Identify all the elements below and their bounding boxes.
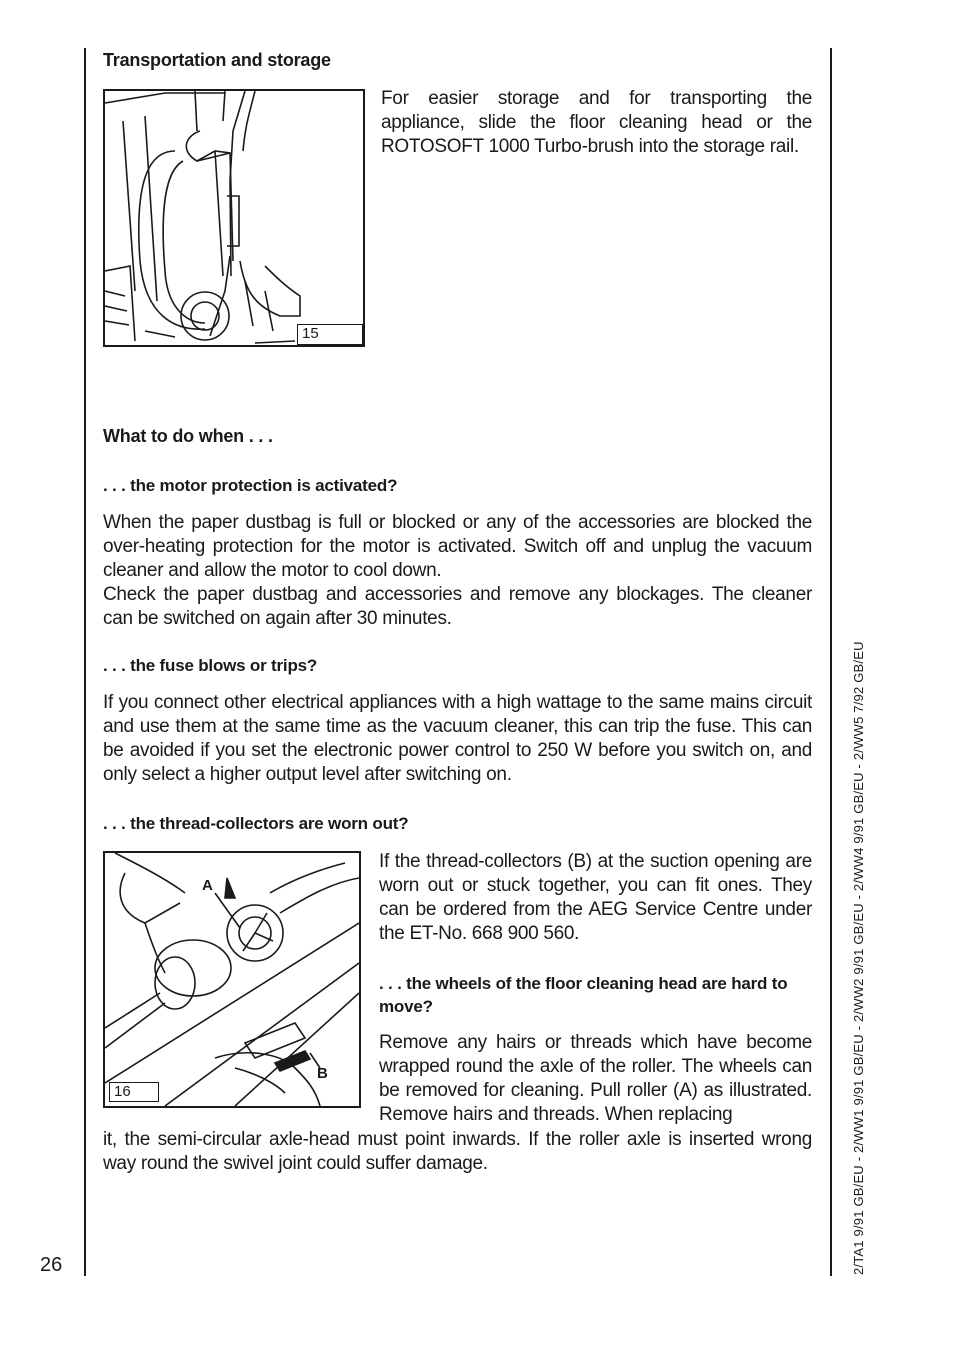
fuse-paragraph: If you connect other electrical appliances with a high wattage to the same mains circuit and use them at the same time as the vacuum cleaner, this can trip the fuse. This can be avoided if you set the electronic power control to 250 W before you switch on, and only select a higher output level after switching on. [103, 692, 812, 785]
left-margin-rule [84, 48, 86, 1276]
thread-collectors-paragraph: If the thread-collectors (B) at the suction opening are worn out or stuck together, you can fit ones. They can be ordered from the AEG Service Centre under the ET-No. 668 900 560. [379, 851, 812, 944]
figure-number-16: 16 [109, 1082, 159, 1102]
label-a: A [202, 877, 213, 894]
motor-protection-heading: . . . the motor protection is activated? [103, 476, 398, 495]
page-number: 26 [40, 1254, 63, 1276]
wheels-paragraph-part-1: Remove any hairs or threads which have become wrapped round the axle of the roller. The wheels can be removed for cleaning. Pull roller (A) as illustrated. Remove hairs and threads. When replacing [379, 1032, 812, 1125]
motor-protection-paragraph-1: When the paper dustbag is full or blocked or any of the accessories are blocked the over-heating protection for the motor is activated. Switch off and unplug the vacuum cleaner and allow the motor to cool down. [103, 512, 812, 581]
motor-protection-paragraph-2: Check the paper dustbag and accessories and remove any blockages. The cleaner can be switched on again after 30 minutes. [103, 584, 812, 629]
transport-heading: Transportation and storage [103, 50, 331, 70]
right-margin-rule [830, 48, 832, 1276]
thread-collectors-heading: . . . the thread-collectors are worn out? [103, 814, 409, 833]
figure-16-floor-head [103, 851, 361, 1108]
figure-number-15: 15 [297, 324, 363, 345]
label-b: B [317, 1065, 328, 1082]
what-to-do-heading: What to do when . . . [103, 426, 273, 446]
fuse-heading: . . . the fuse blows or trips? [103, 656, 318, 675]
floor-head-roller-illustration [105, 853, 359, 1106]
transport-paragraph: For easier storage and for transporting the appliance, slide the floor cleaning head or the ROTOSOFT 1000 Turbo-brush into the storage rail. [381, 88, 812, 157]
figure-15-vacuum-storage [103, 89, 365, 347]
document-code-vertical: 2/TA1 9/91 GB/EU - 2/WW1 9/91 GB/EU - 2/WW2 9/91 GB/EU - 2/WW4 9/91 GB/EU - 2/WW5 7/92 GB/EU [851, 641, 866, 1275]
wheels-heading: . . . the wheels of the floor cleaning head are hard to move? [379, 974, 788, 1016]
vacuum-storage-illustration [105, 91, 363, 345]
wheels-paragraph-part-2: it, the semi-circular axle-head must point inwards. If the roller axle is inserted wrong way round the swivel joint could suffer damage. [103, 1129, 812, 1174]
